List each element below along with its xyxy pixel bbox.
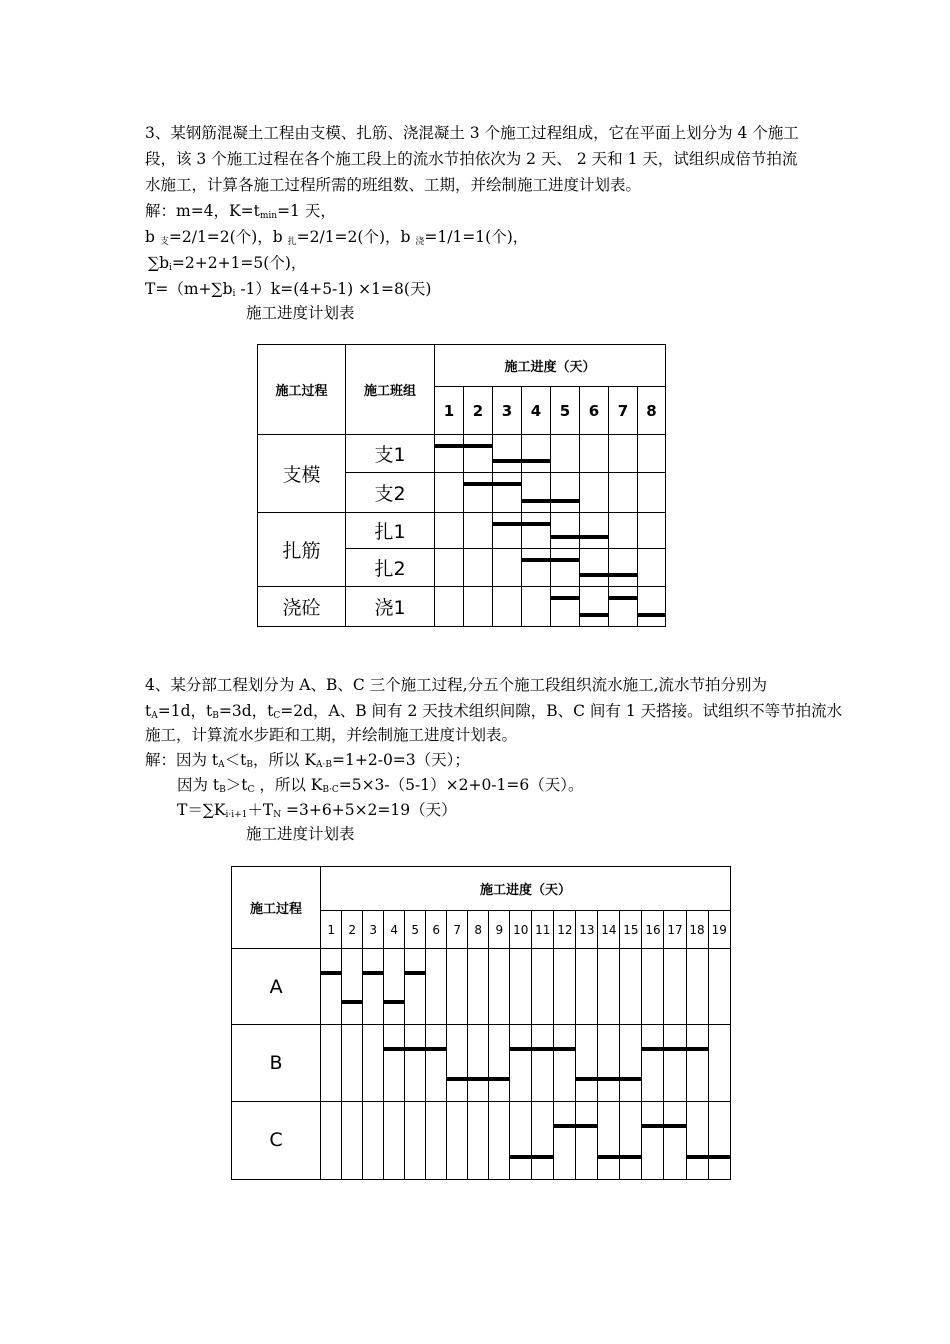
table-row [232,1101,731,1179]
schedule-bar [575,1124,598,1128]
day-header: 13 [576,911,598,949]
schedule-bar [579,535,609,539]
header-team: 施工班组 [346,345,435,435]
schedule-bar [404,1047,426,1051]
schedule-bar [597,1077,620,1081]
schedule-bar [492,522,522,526]
day-header: 10 [510,911,532,949]
process-label: 扎筋 [258,513,346,587]
day-header: 15 [620,911,642,949]
day-header: 6 [426,911,447,949]
schedule-bar [579,573,609,577]
process-label: B [232,1025,321,1101]
q3-solution-line-2: b $_支$=2/1=2(个)，b $_扎$=2/1=2(个)，b $_浇$=1/1=1(个)， [145,228,529,247]
q4-schedule-table [231,866,731,1180]
process-label: C [232,1101,321,1179]
day-header: 7 [609,387,638,435]
schedule-bar [383,1000,405,1004]
process-label: A [232,949,321,1025]
day-header: 8 [638,387,666,435]
day-header: 5 [405,911,426,949]
schedule-bar [383,1047,405,1051]
schedule-bar [686,1155,709,1159]
header-progress: 施工进度（天） [321,867,731,911]
schedule-bar [708,1155,731,1159]
q4-solution-line-2: 因为 $t_B>t_C$ ，所以 $K_{B\cdot C}=5\times 3-(5-1)\times 2+0-1=6$（天）。 [177,776,584,795]
table-row [232,949,731,1025]
schedule-bar [637,613,666,617]
table-row [232,1025,731,1101]
schedule-bar [686,1047,709,1051]
schedule-bar [619,1155,642,1159]
schedule-bar [553,1047,576,1051]
schedule-bar [550,499,580,503]
schedule-bar [341,1000,363,1004]
day-header: 3 [493,387,522,435]
schedule-bar [492,459,522,463]
schedule-bar [467,1077,489,1081]
schedule-bar [425,1047,447,1051]
header-process: 施工过程 [258,345,346,435]
schedule-bar [446,1077,468,1081]
schedule-bar [521,499,551,503]
schedule-bar [575,1077,598,1081]
day-header: 8 [468,911,489,949]
day-header: 12 [554,911,576,949]
table-row [258,435,666,473]
schedule-bar [492,482,522,486]
day-header: 4 [384,911,405,949]
table-row [258,587,666,627]
q4-solution-line-3: $T=\sum K_{i\cdot i+1}+T_N =3+6+5\times 2=19$（天） [177,801,457,820]
process-label: 支模 [258,435,346,513]
day-header: 3 [363,911,384,949]
team-label: 扎1 [346,513,435,549]
schedule-bar [434,444,464,448]
schedule-bar [550,558,580,562]
table-row [258,513,666,549]
schedule-bar [641,1124,664,1128]
schedule-bar [509,1155,532,1159]
question-4-line-3: 施工，计算流水步距和工期，并绘制施工进度计划表。 [145,726,518,744]
q3-solution-line-3: $\sum b_i=2+2+1=5$(个)， [148,254,307,273]
schedule-bar [550,596,580,600]
schedule-bar [608,573,638,577]
day-header: 18 [686,911,708,949]
schedule-bar [597,1155,620,1159]
schedule-bar [509,1047,532,1051]
team-label: 支1 [346,435,435,473]
q3-solution-line-4: $T=(m+\sum b_i$ -1）k=(4+5-1) ×1=8(天) [145,280,432,299]
schedule-bar [488,1077,510,1081]
schedule-bar [608,596,638,600]
day-header: 2 [464,387,493,435]
schedule-bar [553,1124,576,1128]
schedule-bar [531,1155,554,1159]
schedule-bar [579,613,609,617]
day-header: 16 [642,911,664,949]
schedule-bar [550,535,580,539]
schedule-bar [663,1047,686,1051]
day-header: 1 [435,387,464,435]
q4-solution-line-1: 解：因为 $t_A<t_B$，所以 $K_{A\cdot B}=1+2-0=3$（天）； [145,751,470,770]
team-label: 浇1 [346,587,435,627]
team-label: 支2 [346,473,435,513]
day-header: 1 [321,911,342,949]
team-label: 扎2 [346,549,435,587]
schedule-bar [463,482,493,486]
schedule-bar [362,971,384,975]
q3-schedule-table [257,344,666,627]
day-header: 19 [708,911,730,949]
day-header: 5 [551,387,580,435]
schedule-bar [521,522,551,526]
schedule-bar [463,444,493,448]
day-header: 9 [489,911,510,949]
schedule-bar [320,971,342,975]
schedule-bar [531,1047,554,1051]
day-header: 2 [342,911,363,949]
q4-table-caption: 施工进度计划表 [246,825,355,843]
schedule-bar [663,1124,686,1128]
day-header: 14 [598,911,620,949]
q3-table-caption: 施工进度计划表 [246,304,355,322]
day-header: 4 [522,387,551,435]
header-process: 施工过程 [232,867,321,949]
question-4-line-1: 4、某分部工程划分为 A、B、C 三个施工过程,分五个施工段组织流水施工,流水节拍分别为 [145,676,768,694]
q3-solution-line-1: 解：m=4，$K=t_{min}=1$ 天， [145,202,336,221]
schedule-bar [641,1047,664,1051]
process-label: 浇砼 [258,587,346,627]
day-header: 6 [580,387,609,435]
schedule-bar [404,971,426,975]
schedule-bar [521,558,551,562]
question-4-line-2: $t_A=1d$，$t_B=3d$，$t_C=2d$，A、B 间有 2 天技术组织间隙，B、C 间有 1 天搭接。试组织不等节拍流水 [145,702,843,721]
day-header: 11 [532,911,554,949]
header-progress: 施工进度（天） [435,345,666,387]
question-3-text: 3、某钢筋混凝土工程由支模、扎筋、浇混凝土 3 个施工过程组成，它在平面上划分为 4 个施工段，该 3 个施工过程在各个施工段上的流水节拍依次为 2 天、 2 天和 1 天，试组织成倍节拍流水施工，计算各施工过程所需的班组数、工期，并绘制施工进度计划表。 [145,124,799,194]
day-header: 7 [447,911,468,949]
schedule-bar [619,1077,642,1081]
day-header: 17 [664,911,686,949]
schedule-bar [521,459,551,463]
